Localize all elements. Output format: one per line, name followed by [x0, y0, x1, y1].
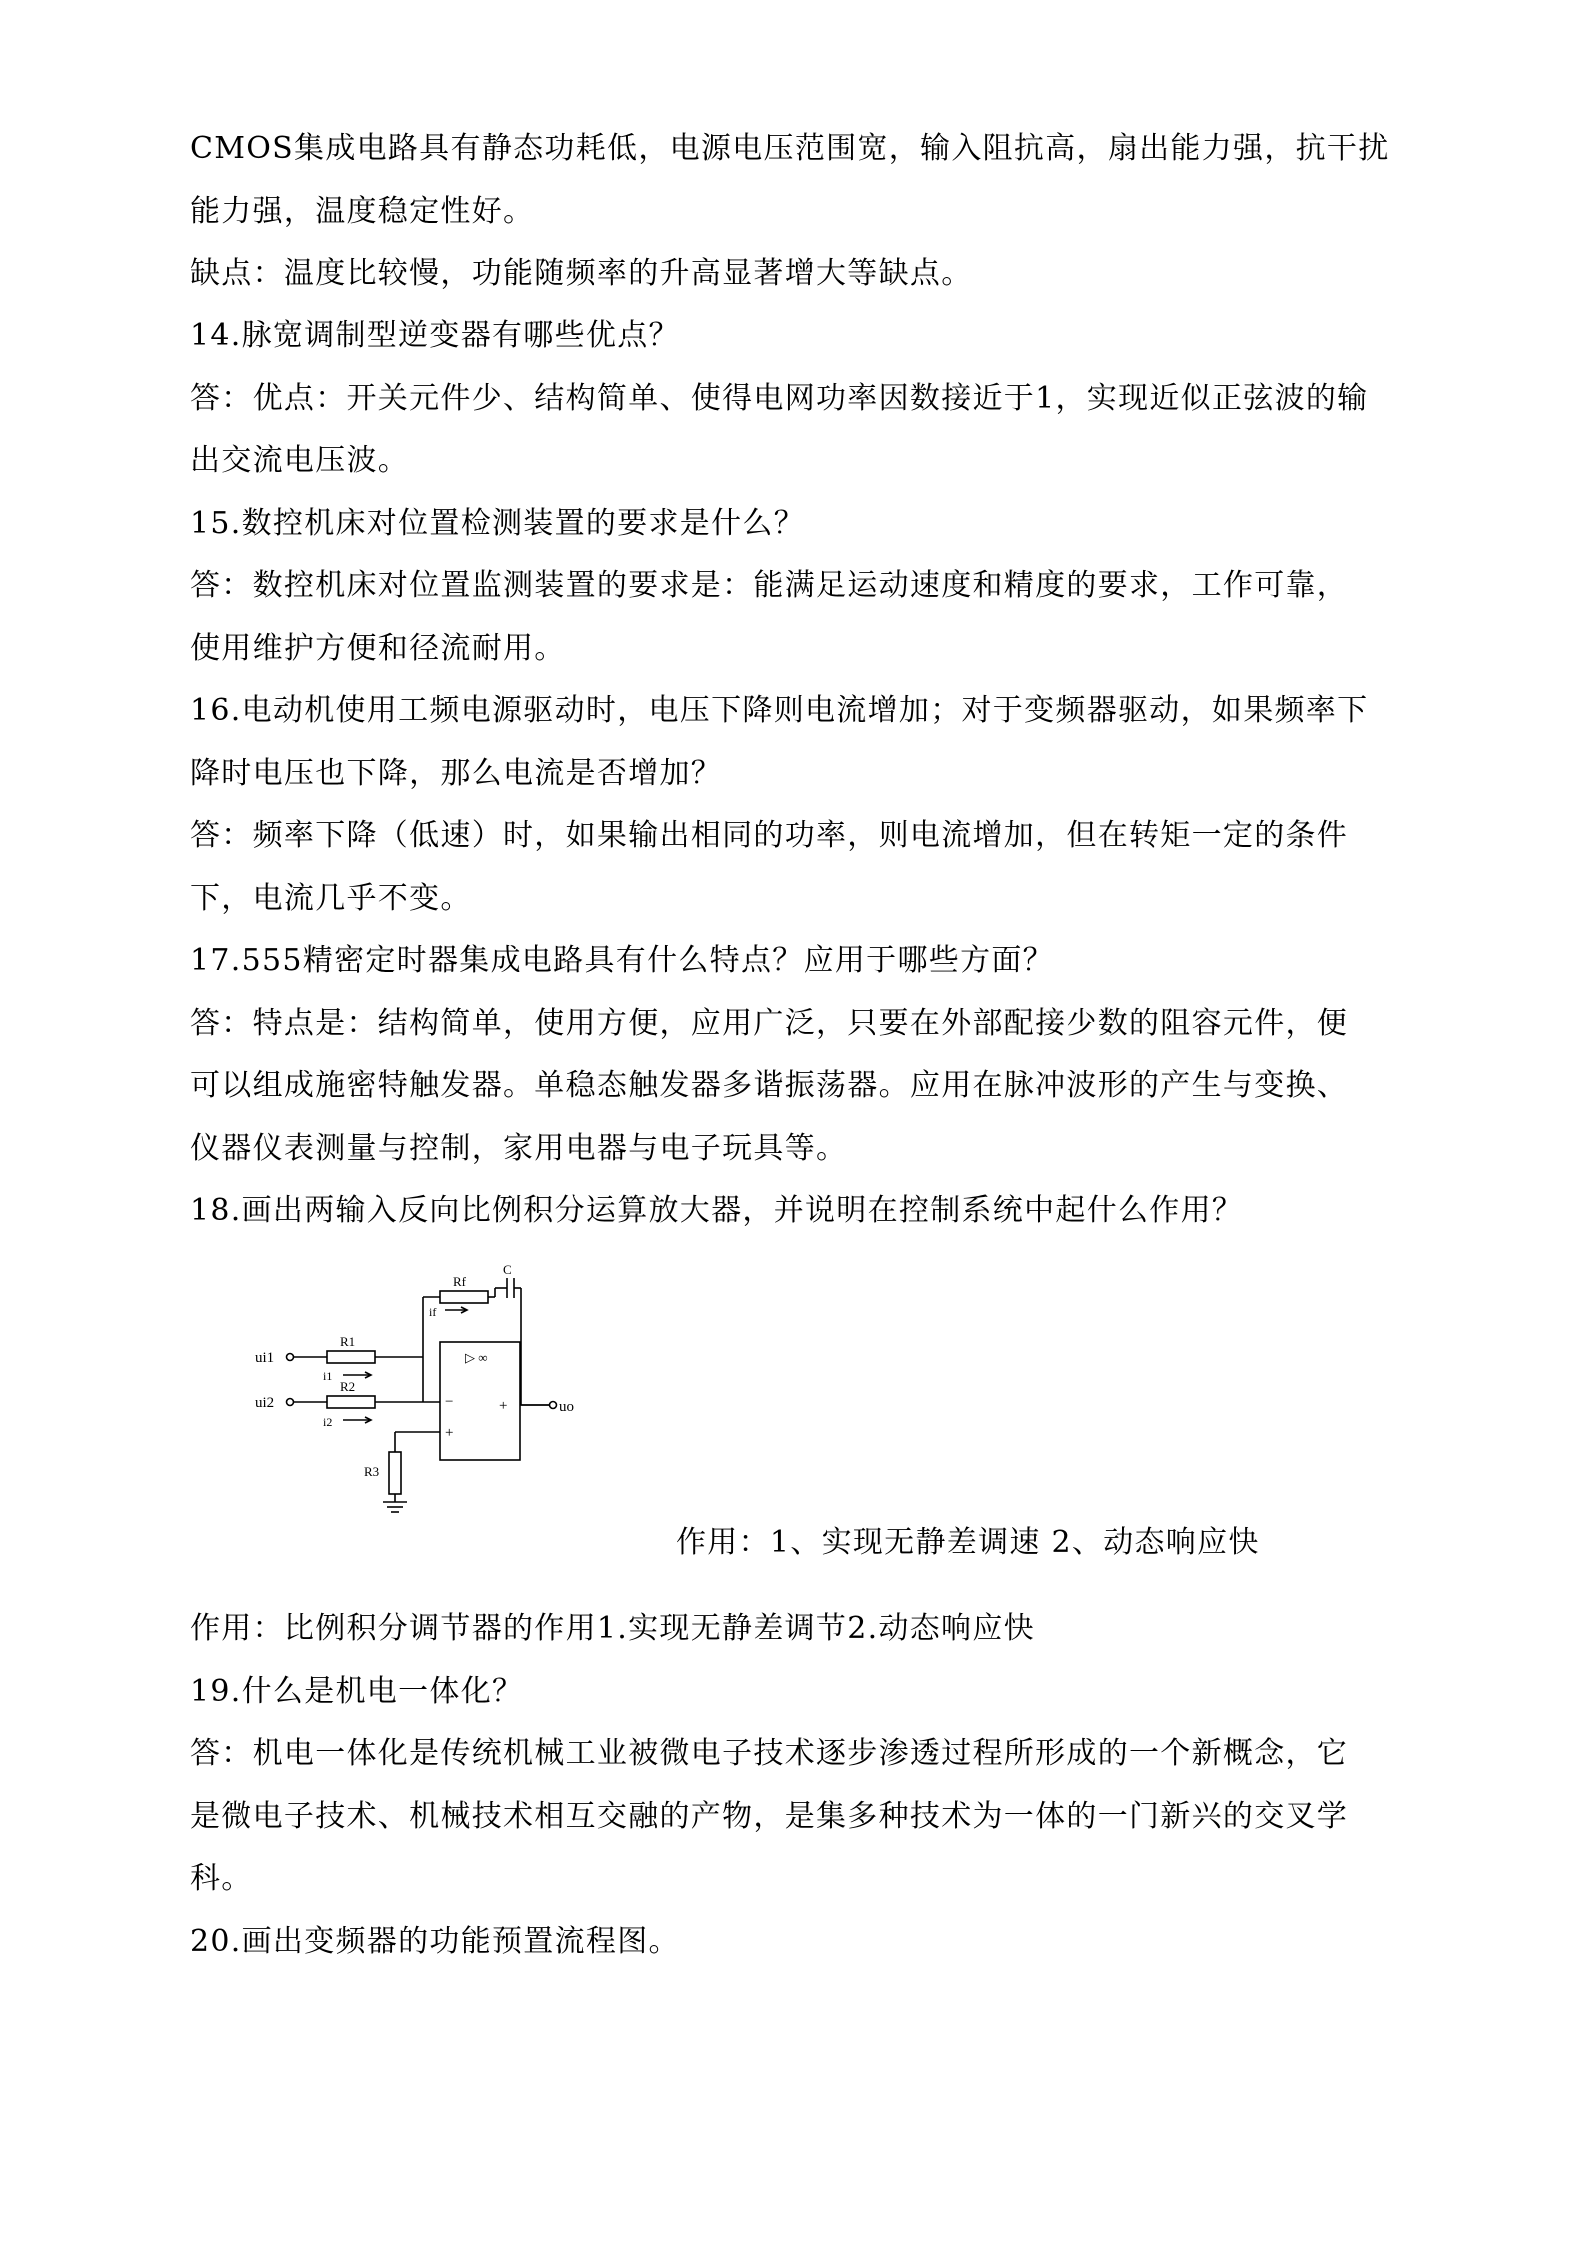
question-18: 18.画出两输入反向比例积分运算放大器，并说明在控制系统中起什么作用？ [190, 1193, 1244, 1228]
if-label: if [429, 1305, 437, 1319]
text-line: 答：优点：开关元件少、结构简单、使得电网功率因数接近于1，实现近似正弦波的输 [190, 381, 1369, 416]
question-14: 14.脉宽调制型逆变器有哪些优点？ [190, 318, 680, 353]
text-line: CMOS集成电路具有静态功耗低，电源电压范围宽，输入阻抗高，扇出能力强，抗干扰 [190, 131, 1390, 166]
text-line: 答：机电一体化是传统机械工业被微电子技术逐步渗透过程所形成的一个新概念，它 [190, 1736, 1349, 1771]
r1-label: R1 [340, 1334, 356, 1349]
inverting-input-sign: − [445, 1394, 454, 1410]
question-17: 17.555精密定时器集成电路具有什么特点？应用于哪些方面？ [190, 943, 1054, 978]
text-line: 使用维护方便和径流耐用。 [190, 631, 566, 666]
text-line: 答：特点是：结构简单，使用方便，应用广泛，只要在外部配接少数的阻容元件，便 [190, 1006, 1349, 1041]
text-line: 降时电压也下降，那么电流是否增加？ [190, 756, 723, 791]
text-line: 出交流电压波。 [190, 443, 410, 478]
text-line: 可以组成施密特触发器。单稳态触发器多谐振荡器。应用在脉冲波形的产生与变换、 [190, 1068, 1349, 1103]
text-line: 仪器仪表测量与控制，家用电器与电子玩具等。 [190, 1131, 848, 1166]
text-line: 能力强，温度稳定性好。 [190, 194, 535, 229]
capacitor-label: C [503, 1262, 512, 1277]
question-19: 19.什么是机电一体化？ [190, 1674, 524, 1709]
question-16: 16.电动机使用工频电源驱动时，电压下降则电流增加；对于变频器驱动，如果频率下 [190, 693, 1369, 728]
noninverting-input-sign: + [445, 1425, 454, 1441]
i1-label: i1 [323, 1369, 333, 1383]
circuit-caption: 作用：1、实现无静差调速 2、动态响应快 [676, 1525, 1260, 1560]
r3-label: R3 [364, 1464, 380, 1479]
text-line: 答：数控机床对位置监测装置的要求是：能满足运动速度和精度的要求，工作可靠， [190, 568, 1349, 603]
text-line: 缺点：温度比较慢，功能随频率的升高显著增大等缺点。 [190, 256, 973, 291]
rf-label: Rf [453, 1274, 466, 1289]
ui1-label: ui1 [255, 1350, 275, 1366]
text-line: 作用：比例积分调节器的作用1.实现无静差调节2.动态响应快 [190, 1611, 1035, 1646]
uo-label: uo [559, 1399, 574, 1415]
pi-amplifier-circuit-diagram [245, 1262, 605, 1522]
output-sign: + [499, 1398, 508, 1414]
question-15: 15.数控机床对位置检测装置的要求是什么？ [190, 506, 806, 541]
opamp-symbol: ▷ ∞ [465, 1350, 488, 1365]
ui2-label: ui2 [255, 1395, 275, 1411]
i2-label: i2 [323, 1415, 333, 1429]
text-line: 下，电流几乎不变。 [190, 881, 472, 916]
text-line: 答：频率下降（低速）时，如果输出相同的功率，则电流增加，但在转矩一定的条件 [190, 818, 1349, 853]
text-line: 科。 [190, 1861, 253, 1896]
text-line: 是微电子技术、机械技术相互交融的产物，是集多种技术为一体的一门新兴的交叉学 [190, 1799, 1349, 1834]
question-20: 20.画出变频器的功能预置流程图。 [190, 1924, 680, 1959]
r2-label: R2 [340, 1379, 356, 1394]
